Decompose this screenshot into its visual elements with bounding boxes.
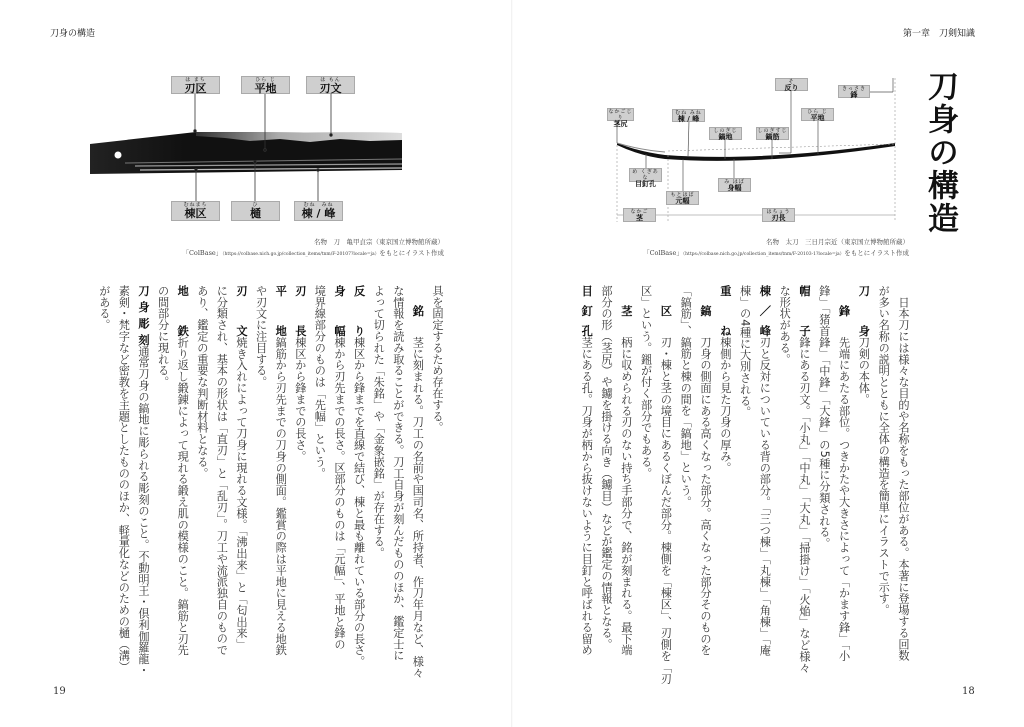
body-text: 日本刀には様々な目的や名称をもった部位がある。本著に登場する回数 <box>897 285 910 662</box>
label-hi: ひ 樋 <box>231 201 280 221</box>
text-column <box>658 285 673 685</box>
text-column <box>254 285 268 665</box>
running-header-right: 第一章 刀剣知識 <box>903 29 976 39</box>
label-munemachi: むねまち 棟区 <box>171 201 220 221</box>
body-text: や刃文に注目する。 <box>254 285 268 388</box>
text-column <box>777 285 791 665</box>
label-nakago: なかご 茎 <box>623 208 656 222</box>
label-sori: そ 反り <box>775 78 808 91</box>
text-column <box>156 285 170 665</box>
text-column <box>371 285 385 665</box>
body-text: の間部分に現れる。 <box>156 285 170 388</box>
section-title: 刀身の構造 <box>922 70 958 235</box>
label-mekugiana: め くぎあな 目釘孔 <box>629 168 662 182</box>
body-text: 刃と反対についている背の部分。「三つ棟」「丸棟」「角棟」「庵 <box>758 336 772 657</box>
body-text: 鋒にある刃文。「小丸」「中丸」「大丸」「掃掛け」「火焔」など様々 <box>798 336 811 674</box>
body-text: 柄に収められる刃のない持ち手部分で、銘が刻まれる。最下端 <box>619 336 633 656</box>
source-url: （https://colbase.nich.go.jp/collection_items/tnm/F-20103-1?locale=ja） <box>682 252 845 257</box>
body-text: 通常刀身の鎬地に彫られる彫刻のこと。不動明王・倶利伽羅龍・ <box>137 345 150 677</box>
text-column <box>896 285 910 665</box>
label-shinogiji: しのぎじ 鎬地 <box>709 127 742 140</box>
body-text: に分類され、基本の形状は「直刃」と「乱刃」。刀工や流派独自のもので <box>215 285 229 656</box>
text-column <box>293 285 307 665</box>
text-column <box>312 285 326 665</box>
body-text: 棟から刃先までの長さ。区部分のものは「元幅」、平地と鋒の <box>333 336 346 651</box>
source-name: 「ColBase」 <box>182 249 223 257</box>
text-column <box>116 285 131 673</box>
body-text: がある。 <box>97 285 111 331</box>
text-column <box>678 285 692 665</box>
glossary-term: 刃長 <box>293 285 307 337</box>
text-column <box>599 285 613 665</box>
right-caption-source <box>643 248 909 257</box>
text-column <box>579 285 593 665</box>
text-column <box>136 285 150 677</box>
glossary-term: 棟／峰 <box>758 285 772 337</box>
body-text: 棟」の4種に大別される。 <box>738 285 752 418</box>
label-mihaba: み はば 身幅 <box>718 178 751 192</box>
label-motohaba: もとはば 元幅 <box>666 191 699 205</box>
label-mune-mine: むね みね 棟 / 峰 <box>672 109 705 122</box>
glossary-term: 茎 <box>619 305 633 317</box>
glossary-term: 帽子 <box>798 285 811 337</box>
text-column <box>332 285 346 665</box>
text-column <box>837 285 851 665</box>
right-caption-title: 名物 太刀 三日月宗近（東京国立博物館所蔵） <box>766 238 909 246</box>
glossary-term: 鎬 <box>699 305 712 317</box>
body-text: 棟区から鋒までの長さ。 <box>293 336 307 462</box>
label-hiraji: ひら じ 平地 <box>241 76 290 94</box>
label-hiraji: ひら じ 平地 <box>801 108 834 121</box>
body-text: 茎に刻まれる。刀工の名前や国司名、所持者、作刀年月など、様々 <box>411 336 425 679</box>
page-number-right: 18 <box>962 686 975 697</box>
running-header-left: 刀身の構造 <box>50 29 96 39</box>
body-text: が多い名称の説明とともに全体の構造を簡単にイラストで示す。 <box>877 285 891 616</box>
glossary-term: 反り <box>352 285 366 337</box>
body-text: 「鎬筋」、鎬筋と棟の間を「鎬地」という。 <box>679 285 693 508</box>
left-caption-source <box>182 248 444 257</box>
text-column <box>352 285 366 668</box>
source-name: 「ColBase」 <box>643 249 683 257</box>
glossary-term: 地鉄 <box>176 285 190 337</box>
body-text: 茎にある孔。刀身が柄から抜けないように目釘と呼ばれる留め <box>580 336 594 656</box>
page-number-left: 19 <box>53 686 66 697</box>
body-text: 刀身の側面にある高くなった部分。高くなった部分そのものを <box>699 336 712 656</box>
body-text: な形状がある。 <box>778 285 792 365</box>
text-column <box>214 285 228 665</box>
body-text: 区」という。鎺が付く部分でもある。 <box>639 285 653 479</box>
body-text: 鋒」「猪首鋒」「中鋒」「大鋒」の5種に分類される。 <box>817 285 831 550</box>
body-text: 棟区から鋒までを直線で結び、棟と最も離れている部分の長さ。 <box>352 336 366 668</box>
label-kissaki: きっさき 鋒 <box>838 85 870 98</box>
left-sword-blade <box>90 132 402 174</box>
glossary-term: 目釘孔 <box>580 285 594 337</box>
text-column <box>797 285 811 674</box>
label-hamachi: は まち 刃区 <box>171 76 220 94</box>
source-url: （https://colbase.nich.go.jp/collection_items/tnm/F-20107?locale=ja） <box>222 252 380 257</box>
body-text: よって切られた「朱銘」や「金象嵌銘」が存在する。 <box>372 285 386 559</box>
glossary-term: 平地 <box>274 285 288 337</box>
body-text: 刃・棟と茎の境目にあるくぼんだ部分。棟側を「棟区」、刃側を「刃 <box>659 336 673 685</box>
body-text: 部分の形（茎尻）や鑢を掛ける向き（鑢目）などが鑑定の情報となる。 <box>600 285 613 650</box>
text-column <box>430 285 444 665</box>
body-text: な情報を読み取ることができる。刀工自身が刻んだもののほか、鑑定士に <box>391 285 405 662</box>
body-text: 焼き入れによって刀身に現れる文様。「沸出来」と「匂出来」 <box>235 336 248 651</box>
right-sword-blade <box>617 143 895 161</box>
text-column <box>234 285 248 665</box>
text-column <box>97 285 111 665</box>
text-column <box>876 285 890 665</box>
label-mune-mine: むね みね 棟 / 峰 <box>294 201 343 221</box>
text-column <box>195 285 209 665</box>
body-text: あり、鑑定の重要な判断材料となる。 <box>195 285 209 479</box>
body-text: 先端にあたる部位。つきかたや大きさによって「かます鋒」「小 <box>837 336 851 662</box>
text-column <box>856 285 870 665</box>
glossary-term: 鋒 <box>837 305 851 317</box>
body-text: 素剣・梵字など密教を主題としたもののほか、軽量化などのための樋（溝） <box>117 285 131 673</box>
text-column <box>175 285 189 665</box>
body-text: 鎬筋から刃先までの刀身の側面。鑑賞の際は平地に見える地鉄 <box>274 336 288 656</box>
label-hacho: はちょう 刃長 <box>762 208 795 222</box>
text-column <box>273 285 287 665</box>
body-text: 折り返し鍛錬によって現れる鍛え肌の模様のこと。鎬筋と刃先 <box>176 336 190 656</box>
body-text: 具を固定するため存在する。 <box>431 285 444 434</box>
body-text: 境界線部分のものは「先幅」という。 <box>313 285 327 479</box>
text-column <box>757 285 771 665</box>
text-column <box>817 285 831 665</box>
body-text: 刀剣の本体。 <box>857 336 871 405</box>
label-nakagojiri: なかごじり 茎尻 <box>608 109 633 128</box>
text-column <box>619 285 633 665</box>
text-column <box>639 285 653 665</box>
text-column <box>718 285 732 665</box>
text-column <box>391 285 405 665</box>
body-text: 棟側から見た刀身の厚み。 <box>718 336 732 474</box>
glossary-term: 刃文 <box>235 285 248 337</box>
left-caption-title: 名物 刀 亀甲貞宗（東京国立博物館所蔵） <box>314 238 444 246</box>
source-note: をもとにイラスト作成 <box>844 249 909 257</box>
glossary-term: 銘 <box>411 305 425 317</box>
glossary-term: 区 <box>659 305 673 317</box>
text-column <box>738 285 752 665</box>
text-column <box>410 285 425 679</box>
label-shinogisuji: しのぎすじ 鎬筋 <box>757 128 788 141</box>
glossary-term: 重ね <box>718 285 732 337</box>
glossary-term: 刀身彫刻 <box>137 285 150 346</box>
source-note: をもとにイラスト作成 <box>379 249 444 257</box>
label-hamon: は もん 刃文 <box>306 76 355 94</box>
text-column <box>698 285 712 665</box>
glossary-term: 刀身 <box>857 285 871 337</box>
glossary-term: 身幅 <box>333 285 346 337</box>
